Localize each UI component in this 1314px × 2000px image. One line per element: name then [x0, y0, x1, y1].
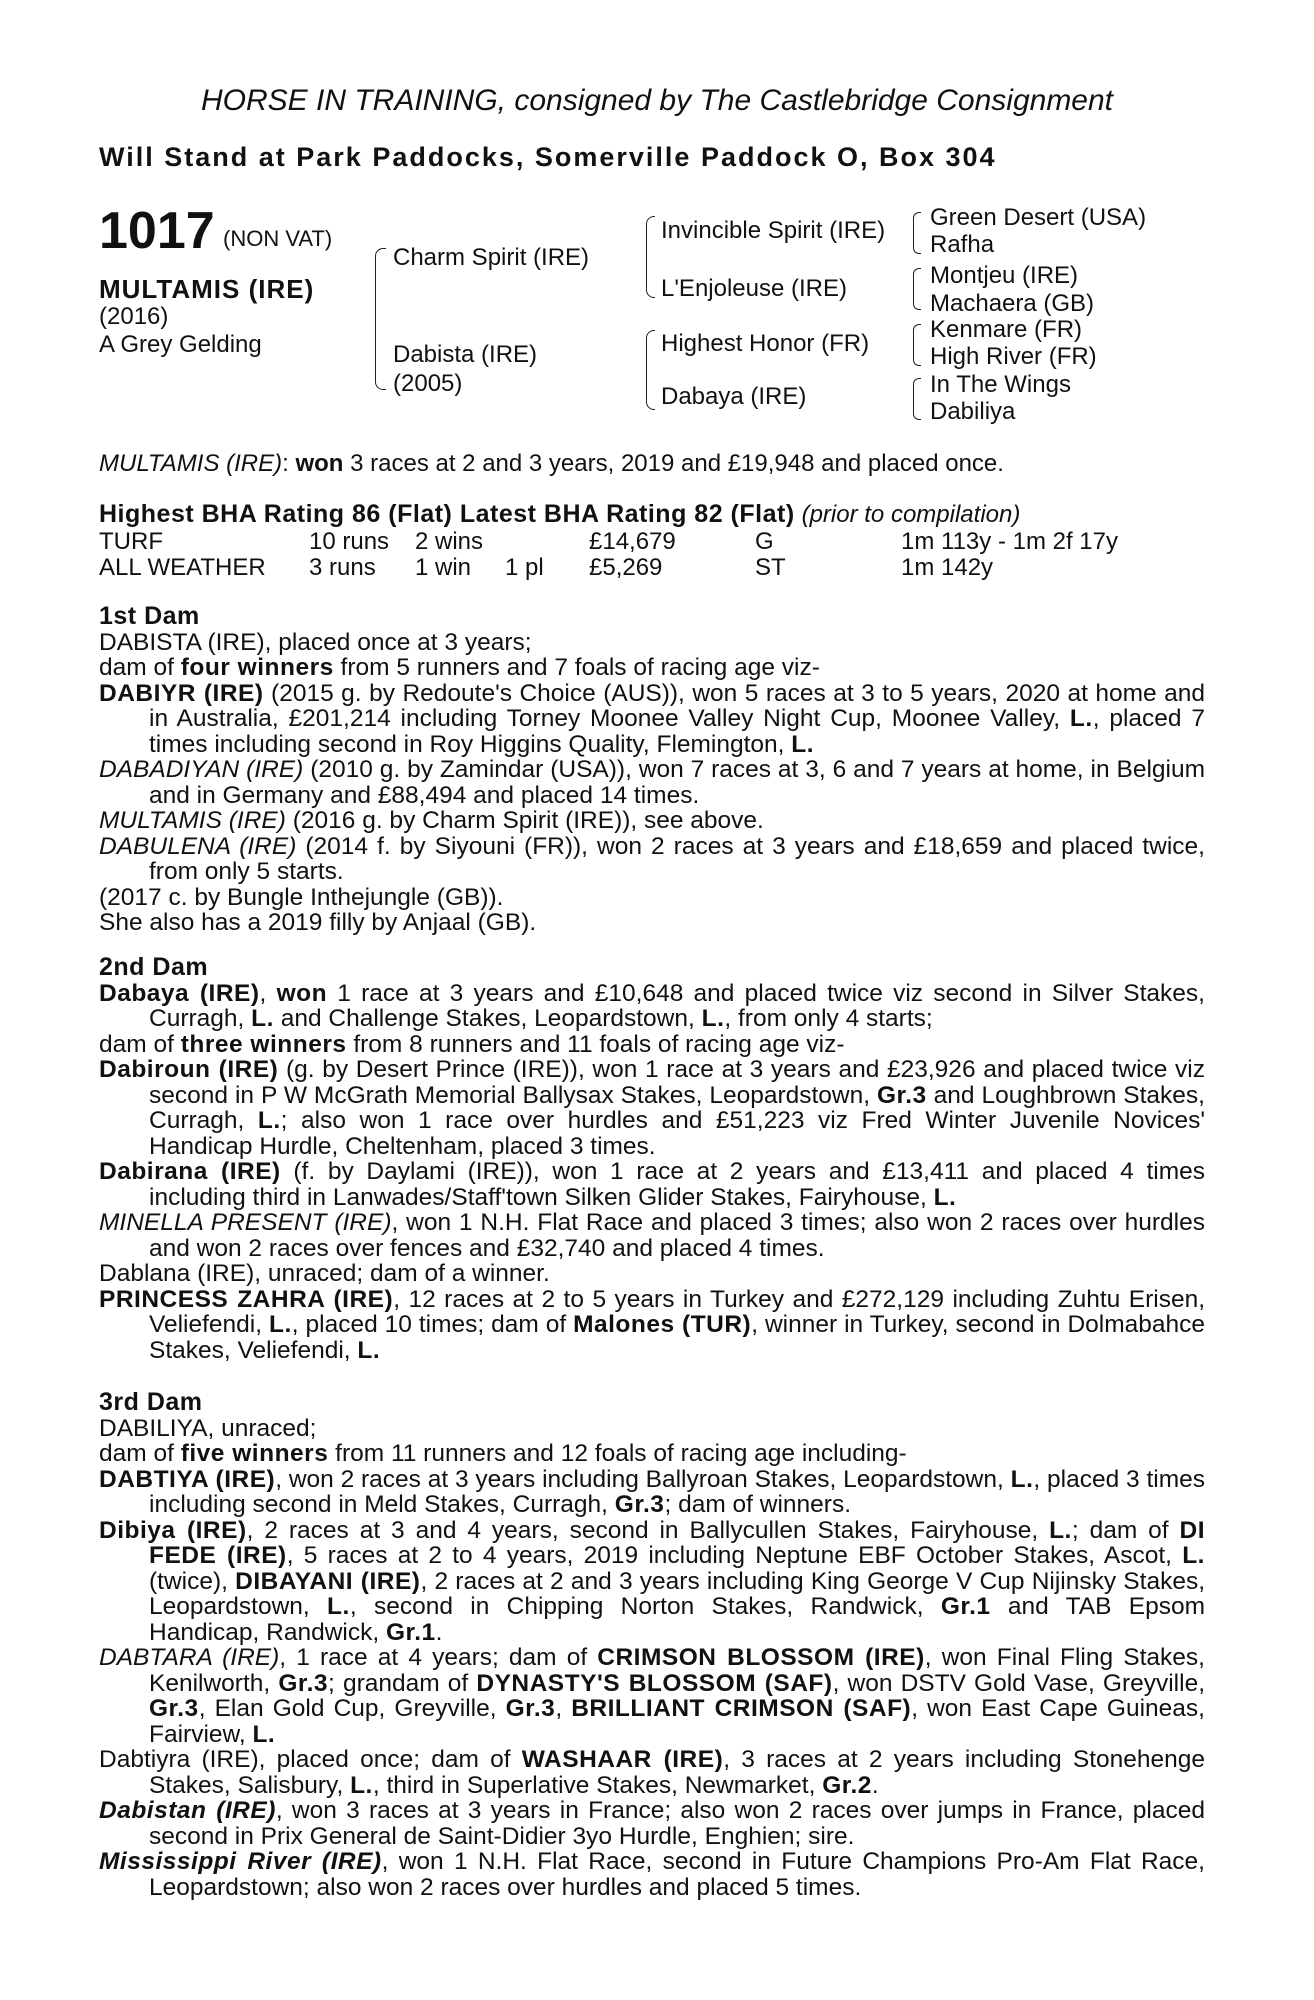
- pedigree-g2: Rafha: [930, 231, 995, 258]
- produce-entry: Dablana (IRE), unraced; dam of a winner.: [99, 1260, 550, 1287]
- section-heading: 2nd Dam: [99, 953, 209, 981]
- dam-line: Dabaya (IRE), won 1 race at 3 years and £10,648 and placed twice viz second in Silver Stakes, Curragh, L. and Challenge Stakes, Leopardstown, L., from only 4 starts;: [99, 979, 1205, 1032]
- third-dam-section: [99, 1390, 1205, 1900]
- produce-entry: MULTAMIS (IRE) (2016 g. by Charm Spirit (IRE)), see above.: [99, 807, 764, 834]
- pedigree-g1: Green Desert (USA): [930, 204, 1147, 231]
- produce-entry: DABTARA (IRE), 1 race at 4 years; dam of CRIMSON BLOSSOM (IRE), won Final Fling Stakes, Kenilworth, Gr.3; grandam of DYNASTY'S BLOSSOM (SAF), won DSTV Gold Vase, Greyville, Gr.3, Elan Gold Cup, Greyville, Gr.3, BRILLIANT CRIMSON (SAF), won East Cape Guineas, Fairview, L.: [99, 1644, 1206, 1748]
- pedigree-sire-dam: L'Enjoleuse (IRE): [661, 275, 847, 302]
- section-heading: 1st Dam: [99, 602, 200, 630]
- dam-line: DABILIYA, unraced;: [99, 1414, 317, 1442]
- produce-entry: (2017 c. by Bungle Inthejungle (GB)).: [99, 883, 504, 911]
- perf-earnings: £14,679: [589, 528, 676, 555]
- perf-surface: TURF: [99, 528, 163, 555]
- ratings-line: [99, 500, 1020, 529]
- pedigree-dam: Dabista (IRE): [393, 341, 538, 368]
- perf-earnings: £5,269: [589, 554, 663, 581]
- pedigree-sire: Charm Spirit (IRE): [393, 244, 590, 271]
- produce-entry: PRINCESS ZAHRA (IRE), 12 races at 2 to 5 years in Turkey and £272,129 including Zuhtu Erisen, Veliefendi, L., placed 10 times; dam of Malones (TUR), winner in Turkey, second in Dolmabahce Stakes, Veliefendi, L.: [99, 1285, 1206, 1364]
- bha-ratings: Highest BHA Rating 86 (Flat) Latest BHA Rating 82 (Flat): [99, 500, 795, 528]
- pedigree-brace: [375, 248, 386, 390]
- pedigree-g4: Machaera (GB): [930, 290, 1095, 317]
- produce-entry: Dibiya (IRE), 2 races at 3 and 4 years, second in Ballycullen Stakes, Fairyhouse, L.; dam of DI FEDE (IRE), 5 races at 2 to 4 years, 2019 including Neptune EBF October Stakes, Ascot, L. (twice), DIBAYANI (IRE), 2 races at 2 and 3 years including King George V Cup Nijinsky Stakes, Leopardstown, L., second in Chipping Norton Stakes, Randwick, Gr.1 and TAB Epsom Handicap, Randwick, Gr.1.: [99, 1516, 1206, 1646]
- performance-row: [99, 528, 1199, 554]
- ratings-note: (prior to compilation): [801, 501, 1021, 528]
- pedigree-g5: Kenmare (FR): [930, 316, 1083, 343]
- produce-entry: Dabirana (IRE) (f. by Daylami (IRE)), won 1 race at 2 years and £13,411 and placed 4 times including third in Lanwades/Staff'town Silken Glider Stakes, Fairyhouse, L.: [99, 1158, 1206, 1211]
- pedigree-dam-dam: Dabaya (IRE): [661, 383, 807, 410]
- perf-going: ST: [755, 554, 786, 581]
- produce-entry: DABULENA (IRE) (2014 f. by Siyouni (FR)), won 2 races at 3 years and £18,659 and placed twice, from only 5 starts.: [99, 832, 1205, 885]
- produce-note: She also has a 2019 filly by Anjaal (GB).: [99, 909, 537, 936]
- dam-produce-summary: dam of three winners from 8 runners and 11 foals of racing age viz-: [99, 1030, 845, 1058]
- pedigree-dam-sire: Highest Honor (FR): [661, 330, 870, 357]
- produce-entry: Mississippi River (IRE), won 1 N.H. Flat Race, second in Future Champions Pro-Am Flat Race, Leopardstown; also won 2 races over hurdles and placed 5 times.: [99, 1848, 1205, 1901]
- pedigree-brace: [913, 268, 921, 310]
- pedigree-g7: In The Wings: [930, 371, 1071, 398]
- location-line: Will Stand at Park Paddocks, Somerville Paddock O, Box 304: [99, 142, 997, 172]
- perf-runs: 3 runs: [309, 554, 376, 581]
- summary-won: won: [295, 450, 344, 477]
- performance-table: [99, 528, 1199, 580]
- perf-wins: 2 wins: [415, 528, 484, 555]
- produce-entry: DABIYR (IRE) (2015 g. by Redoute's Choice (AUS)), won 5 races at 3 to 5 years, 2020 at home and in Australia, £201,214 including Torney Moonee Valley Night Cup, Moonee Valley, L., placed 7 times including second in Roy Higgins Quality, Flemington, L.: [99, 679, 1205, 758]
- second-dam-section: [99, 955, 1205, 1363]
- produce-entry: MINELLA PRESENT (IRE), won 1 N.H. Flat Race and placed 3 times; also won 2 races over hurdles and won 2 races over fences and £32,740 and placed 4 times.: [99, 1209, 1205, 1262]
- performance-row: [99, 554, 1199, 580]
- dam-line: DABISTA (IRE), placed once at 3 years;: [99, 628, 532, 656]
- produce-entry: DABADIYAN (IRE) (2010 g. by Zamindar (USA)), won 7 races at 3, 6 and 7 years at home, in Belgium and in Germany and £88,494 and placed 14 times.: [99, 756, 1205, 809]
- perf-going: G: [755, 528, 774, 555]
- dam-produce-summary: dam of four winners from 5 runners and 7 foals of racing age viz-: [99, 654, 820, 681]
- perf-distance: 1m 142y: [901, 554, 994, 581]
- foal-year: (2016): [99, 303, 169, 330]
- pedigree-g6: High River (FR): [930, 343, 1097, 370]
- pedigree-brace: [646, 330, 655, 410]
- page-title: HORSE IN TRAINING, consigned by The Castlebridge Consignment: [200, 84, 1114, 117]
- pedigree-dam-year: (2005): [393, 370, 463, 397]
- first-dam-section: [99, 604, 1205, 936]
- pedigree-brace: [913, 378, 921, 420]
- pedigree-brace: [913, 212, 921, 254]
- dam-produce-summary: dam of five winners from 11 runners and 12 foals of racing age including-: [99, 1440, 907, 1467]
- produce-entry: DABTIYA (IRE), won 2 races at 3 years including Ballyroan Stakes, Leopardstown, L., placed 3 times including second in Meld Stakes, Curragh, Gr.3; dam of winners.: [99, 1465, 1205, 1518]
- produce-entry: Dabistan (IRE), won 3 races at 3 years in France; also won 2 races over jumps in France, placed second in Prix General de Saint-Didier 3yo Hurdle, Enghien; sire.: [99, 1797, 1205, 1850]
- pedigree-brace: [646, 216, 655, 298]
- pedigree-g3: Montjeu (IRE): [930, 262, 1079, 289]
- section-heading: 3rd Dam: [99, 1388, 203, 1416]
- lot-number: 1017: [99, 202, 215, 260]
- perf-placed: 1 pl: [505, 554, 544, 581]
- summary-horse-name: MULTAMIS (IRE): [99, 450, 283, 477]
- perf-wins: 1 win: [415, 554, 472, 581]
- produce-entry: Dabiroun (IRE) (g. by Desert Prince (IRE)), won 1 race at 3 years and £23,926 and placed twice viz second in P W McGrath Memorial Ballysax Stakes, Leopardstown, Gr.3 and Loughbrown Stakes, Curragh, L.; also won 1 race over hurdles and £51,223 viz Fred Winter Juvenile Novices' Handicap Hurdle, Cheltenham, placed 3 times.: [99, 1056, 1205, 1160]
- horse-description: A Grey Gelding: [99, 331, 262, 358]
- pedigree-brace: [913, 324, 921, 366]
- horse-name: MULTAMIS (IRE): [99, 274, 315, 304]
- produce-entry: Dabtiyra (IRE), placed once; dam of WASHAAR (IRE), 3 races at 2 years including Stonehenge Stakes, Salisbury, L., third in Superlative Stakes, Newmarket, Gr.2.: [99, 1746, 1206, 1799]
- race-summary: MULTAMIS (IRE): won 3 races at 2 and 3 years, 2019 and £19,948 and placed once.: [99, 450, 1004, 477]
- summary-text: 3 races at 2 and 3 years, 2019 and £19,948 and placed once.: [343, 450, 1004, 477]
- perf-surface: ALL WEATHER: [99, 554, 266, 581]
- perf-runs: 10 runs: [309, 528, 390, 555]
- perf-distance: 1m 113y - 1m 2f 17y: [901, 528, 1118, 555]
- vat-status: (NON VAT): [223, 226, 333, 251]
- pedigree-g8: Dabiliya: [930, 398, 1016, 425]
- pedigree-sire-sire: Invincible Spirit (IRE): [661, 217, 886, 244]
